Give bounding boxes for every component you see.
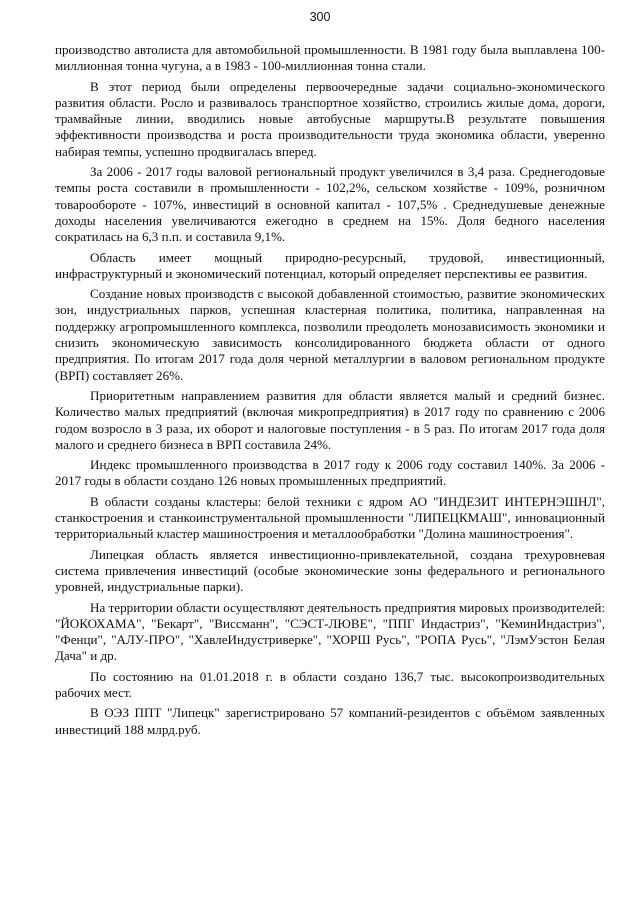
document-body: [55, 42, 605, 742]
paragraph: В области созданы кластеры: белой техники с ядром АО "ИНДЕЗИТ ИНТЕРНЭШНЛ", станкостроения и станкоинструментальной промышленности "ЛИПЕЦКМАШ", инновационный территориальный кластер машиностроения и металлообработки "Долина машиностроения".: [55, 493, 605, 542]
paragraph: производство автолиста для автомобильной промышленности. В 1981 году была выплавлена 100-миллионная тонна чугуна, а в 1983 - 100-миллионная тонна стали.: [55, 42, 605, 74]
paragraph: В этот период были определены первоочередные задачи социально-экономического развития области. Росло и развивалось транспортное хозяйство, строились жилые дома, дороги, трамвайные линии, вводились новые автобусные маршруты.В результате повышения эффективности производства и роста производительности труда экономика области, уверенно набирая темпы, успешно продвигалась вперед.: [55, 78, 605, 159]
paragraph: Приоритетным направлением развития для области является малый и средний бизнес. Количество малых предприятий (включая микропредприятия) в 2017 году по сравнению с 2006 годом возросло в 3 раза, их оборот и налоговые поступления - в 5 раз. По итогам 2017 года доля малого и среднего бизнеса в ВРП составила 24%.: [55, 387, 605, 452]
paragraph: Создание новых производств с высокой добавленной стоимостью, развитие экономических зон, индустриальных парков, успешная кластерная политика, политика, направленная на поддержку агропромышленного комплекса, позволили преодолеть монозависимость экономики и снизить экономическую зависимость консолидированного бюджета области от одного предприятия. По итогам 2017 года доля черной металлургии в валовом региональном продукте (ВРП) составляет 26%.: [55, 286, 605, 383]
paragraph: По состоянию на 01.01.2018 г. в области создано 136,7 тыс. высокопроизводительных рабочих мест.: [55, 668, 605, 700]
paragraph: В ОЭЗ ППТ "Липецк" зарегистрировано 57 компаний-резидентов с объёмом заявленных инвестиций 188 млрд.руб.: [55, 705, 605, 737]
paragraph: За 2006 - 2017 годы валовой региональный продукт увеличился в 3,4 раза. Среднегодовые темпы роста составили в промышленности - 102,2%, сельском хозяйстве - 109%, розничном товарообороте - 107%, инвестиций в основной капитал - 107,5% . Среднедушевые денежные доходы населения увеличиваются ежегодно в среднем на 15%. Доля бедного населения сократилась на 6,3 п.п. и составила 9,1%.: [55, 164, 605, 245]
paragraph: Липецкая область является инвестиционно-привлекательной, создана трехуровневая система привлечения инвестиций (особые экономические зоны федерального и регионального уровней, индустриальные парки).: [55, 546, 605, 595]
paragraph: Область имеет мощный природно-ресурсный, трудовой, инвестиционный, инфраструктурный и экономический потенциал, который определяет перспективы ее развития.: [55, 249, 605, 281]
page-number: 300: [309, 10, 331, 24]
paragraph: Индекс промышленного производства в 2017 году к 2006 году составил 140%. За 2006 - 2017 годы в области создано 126 новых промышленных предприятий.: [55, 457, 605, 489]
paragraph: На территории области осуществляют деятельность предприятия мировых производителей: "ЙОКОХАМА", "Бекарт", "Виссманн", "СЭСТ-ЛЮВЕ", "ППГ Индастриз", "КеминИндастриз", "Фенци", "АЛУ-ПРО", "ХавлеИндустриверке", "ХОРШ Русь", "РОПА Русь", "ЛэмУэстон Белая Дача" и др.: [55, 599, 605, 664]
